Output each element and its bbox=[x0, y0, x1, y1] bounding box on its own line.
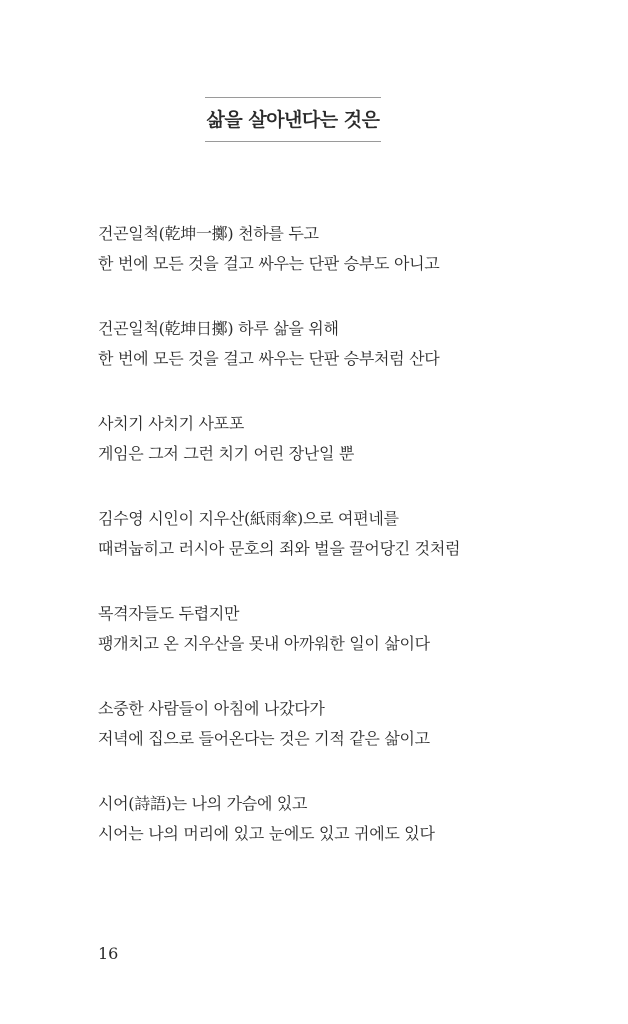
poem-line: 게임은 그저 그런 치기 어린 장난일 뿐 bbox=[98, 444, 355, 463]
poem-body bbox=[98, 221, 598, 886]
poem-line: 사치기 사치기 사포포 bbox=[98, 414, 244, 433]
poem-line: 저녁에 집으로 들어온다는 것은 기적 같은 삶이고 bbox=[98, 729, 430, 748]
stanza bbox=[98, 696, 598, 752]
title-block bbox=[205, 97, 381, 142]
stanza bbox=[98, 506, 598, 562]
stanza bbox=[98, 411, 598, 467]
poem-line: 한 번에 모든 것을 걸고 싸우는 단판 승부처럼 산다 bbox=[98, 349, 440, 368]
stanza bbox=[98, 791, 598, 847]
stanza bbox=[98, 221, 598, 277]
poem-line: 시어는 나의 머리에 있고 눈에도 있고 귀에도 있다 bbox=[98, 824, 435, 843]
poem-line: 때려눕히고 러시아 문호의 죄와 벌을 끌어당긴 것처럼 bbox=[98, 539, 461, 558]
stanza bbox=[98, 601, 598, 657]
poem-line: 시어(詩語)는 나의 가슴에 있고 bbox=[98, 794, 308, 813]
poem-line: 한 번에 모든 것을 걸고 싸우는 단판 승부도 아니고 bbox=[98, 254, 440, 273]
poem-line: 김수영 시인이 지우산(紙雨傘)으로 여편네를 bbox=[98, 509, 399, 528]
poem-line: 건곤일척(乾坤一擲) 천하를 두고 bbox=[98, 224, 319, 243]
poem-line: 팽개치고 온 지우산을 못내 아까워한 일이 삶이다 bbox=[98, 634, 430, 653]
page-number: 16 bbox=[98, 944, 119, 963]
poem-line: 목격자들도 두렵지만 bbox=[98, 604, 240, 623]
poem-line: 건곤일척(乾坤日擲) 하루 삶을 위해 bbox=[98, 319, 339, 338]
stanza bbox=[98, 316, 598, 372]
title-bottom-rule bbox=[205, 141, 381, 142]
page-title: 삶을 살아낸다는 것은 bbox=[206, 109, 380, 131]
poem-line: 소중한 사람들이 아침에 나갔다가 bbox=[98, 699, 325, 718]
